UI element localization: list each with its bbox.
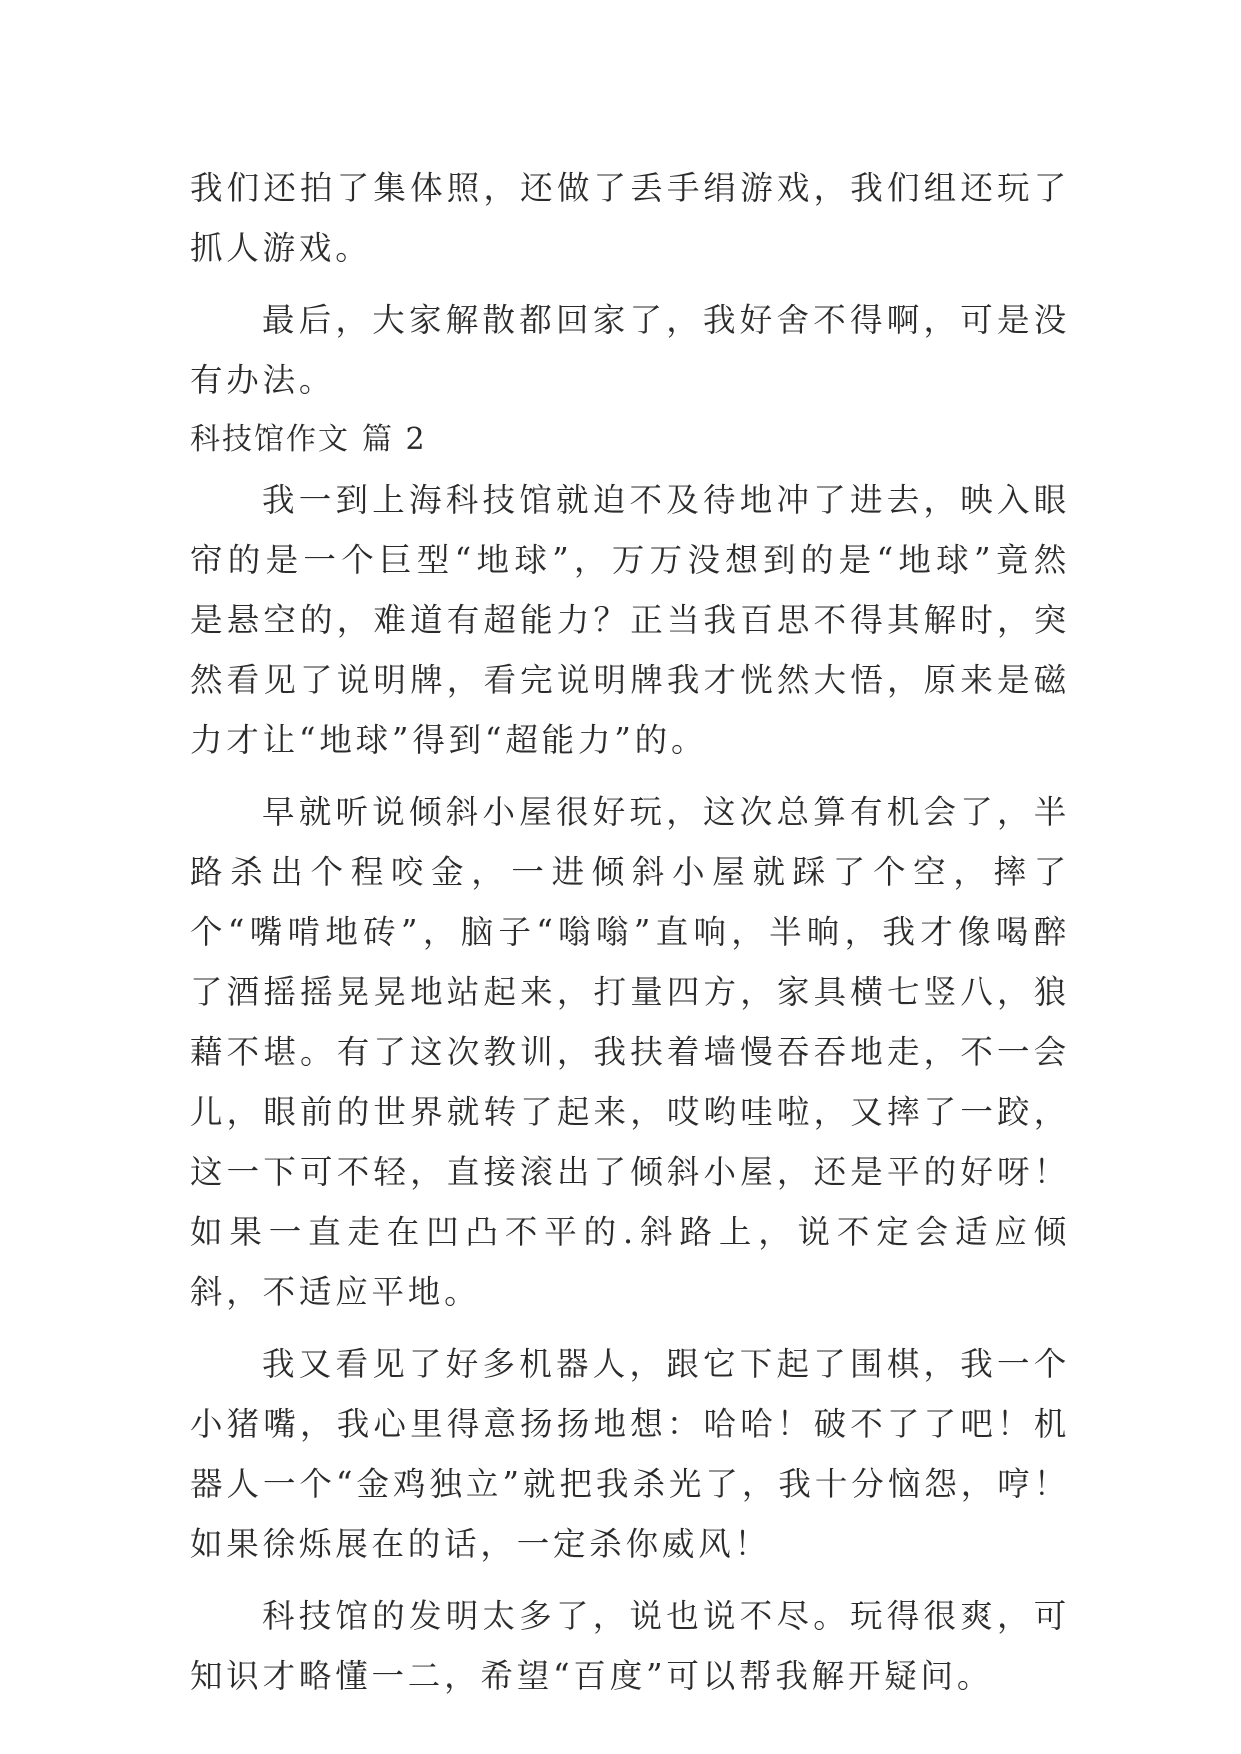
paragraph: 最后，大家解散都回家了，我好舍不得啊，可是没有办法。 <box>190 301 1070 399</box>
section-label: 篇 2 <box>362 422 427 457</box>
paragraph: 我一到上海科技馆就迫不及待地冲了进去，映入眼帘的是一个巨型“地球”，万万没想到的是“地球”竟然是悬空的，难道有超能力？正当我百思不得其解时，突然看见了说明牌，看完说明牌我才恍然大悟，原来是磁力才让“地球”得到“超能力”的。 <box>190 481 1070 759</box>
section-title: 科技馆作文 <box>190 422 350 457</box>
paragraph: 我们还拍了集体照，还做了丢手绢游戏，我们组还玩了抓人游戏。 <box>190 169 1070 267</box>
document-body <box>190 158 1070 1718</box>
paragraph: 我又看见了好多机器人，跟它下起了围棋，我一个小猪嘴，我心里得意扬扬地想：哈哈！破不了了吧！机器人一个“金鸡独立”就把我杀光了，我十分恼怨，哼！如果徐烁展在的话，一定杀你威风！ <box>190 1345 1070 1563</box>
paragraph: 早就听说倾斜小屋很好玩，这次总算有机会了，半路杀出个程咬金，一进倾斜小屋就踩了个空，摔了个“嘴啃地砖”，脑子“嗡嗡”直响，半晌，我才像喝醉了酒摇摇晃晃地站起来，打量四方，家具横七竖八，狼藉不堪。有了这次教训，我扶着墙慢吞吞地走，不一会儿，眼前的世界就转了起来，哎哟哇啦，又摔了一跤，这一下可不轻，直接滚出了倾斜小屋，还是平的好呀！如果一直走在凹凸不平的.斜路上，说不定会适应倾斜，不适应平地。 <box>190 793 1070 1311</box>
section-heading <box>190 410 1070 470</box>
paragraph: 科技馆的发明太多了，说也说不尽。玩得很爽，可知识才略懂一二，希望“百度”可以帮我解开疑问。 <box>190 1597 1070 1695</box>
